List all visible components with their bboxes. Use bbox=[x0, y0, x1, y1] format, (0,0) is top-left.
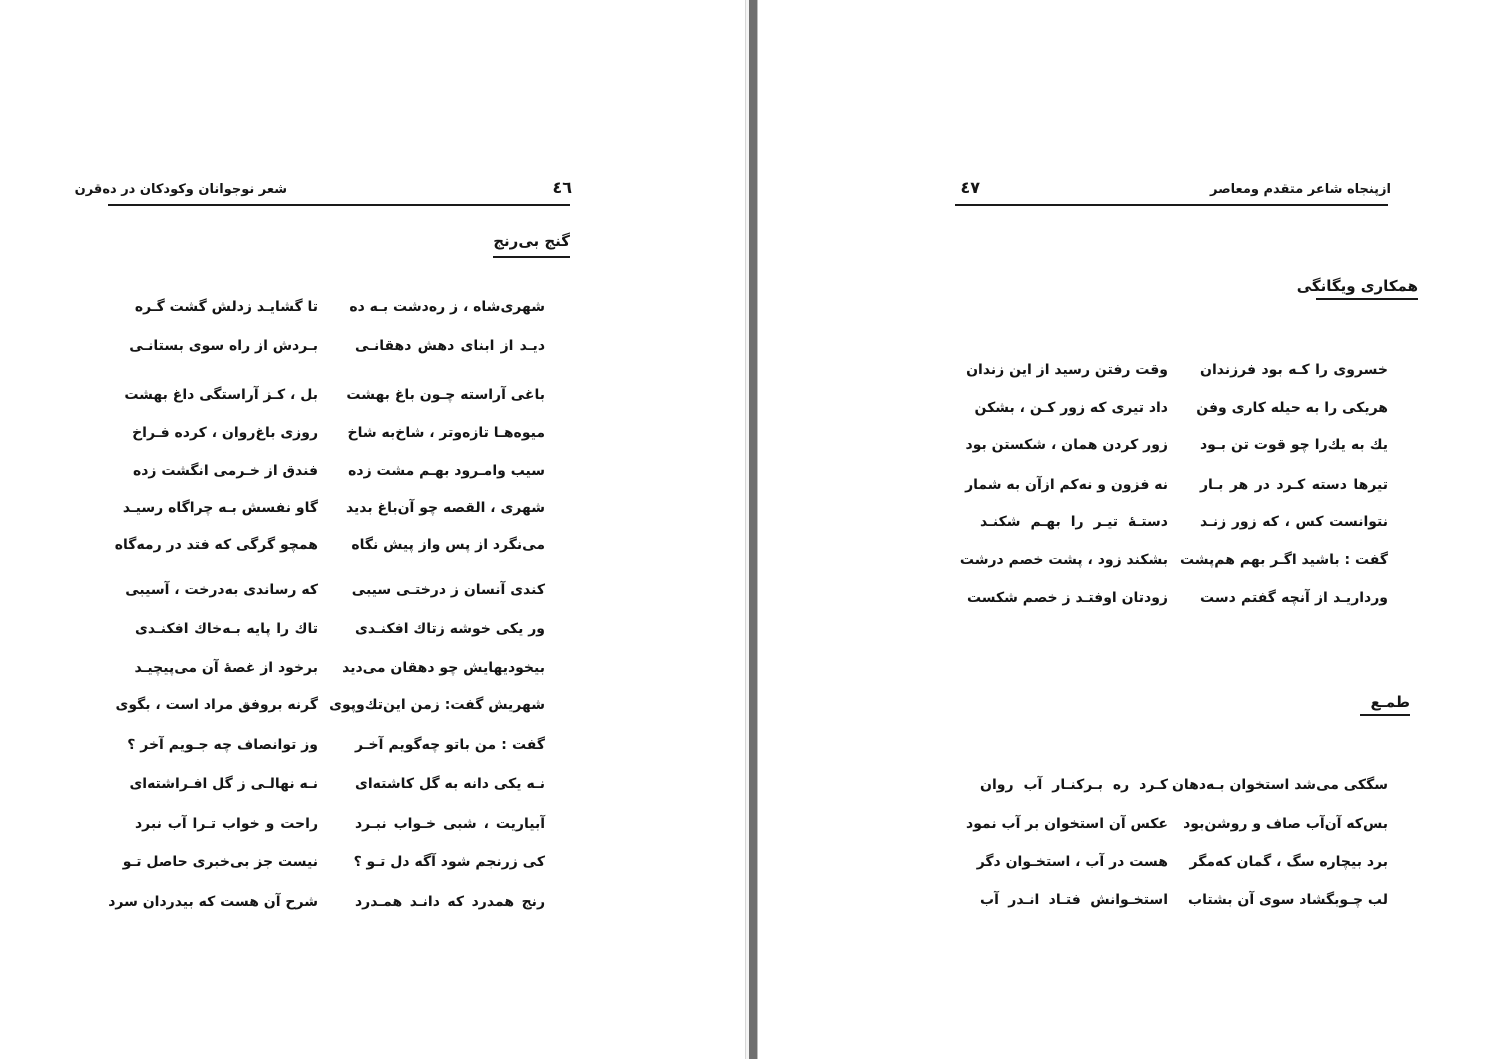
couplet bbox=[0, 773, 746, 795]
couplet bbox=[0, 813, 746, 835]
hemistich-second: برخود از غصهٔ آن می‌پیچیـد bbox=[134, 660, 318, 676]
hemistich-first: نـه یکی دانه به گل کاشته‌ای bbox=[355, 776, 545, 792]
couplet bbox=[0, 460, 746, 482]
hemistich-first: گفت : باشید اگـر بهم هم‌پشت bbox=[1179, 552, 1388, 568]
hemistich-second: کـرد ره بـرکنـار آب روان bbox=[980, 777, 1168, 793]
hemistich-second: زودتان اوفتـد ز خصم شکست bbox=[966, 590, 1168, 606]
hemistich-first: بس‌که آن‌آب صاف و روشن‌بود bbox=[1183, 816, 1388, 832]
hemistich-first: هریکی را به حیله کاری وفن bbox=[1196, 400, 1388, 416]
hemistich-first: شهریش گفت: زمن این‌تك‌وپوی bbox=[329, 697, 545, 713]
hemistich-second: نه فزون و نه‌کم ازآن به شمار bbox=[965, 477, 1168, 493]
hemistich-second: تاك را پایه بـه‌خاك افکنـدی bbox=[135, 621, 318, 637]
hemistich-first: باغی آراسته چـون باغ بهشت bbox=[346, 387, 545, 403]
couplet bbox=[0, 422, 746, 444]
hemistich-second: گرنه بروفق مراد است ، بگوی bbox=[115, 697, 318, 713]
hemistich-second: وقت رفتن رسید از این زندان bbox=[966, 362, 1168, 378]
couplet bbox=[758, 549, 1503, 571]
hemistich-second: شرح آن هست که بیدردان سرد bbox=[108, 894, 318, 910]
couplet bbox=[0, 851, 746, 873]
hemistich-first: یك به یك‌را چو قوت تن بـود bbox=[1200, 437, 1388, 453]
hemistich-second: تا گشایـد زدلش گشت گـره bbox=[134, 299, 318, 315]
hemistich-first: خسروی را کـه بود فرزندان bbox=[1200, 362, 1388, 378]
poem-title: همکاری ویگانگی bbox=[1296, 277, 1418, 295]
couplet bbox=[758, 359, 1503, 381]
running-header: ازپنجاه شاعر متقدم ومعاصر bbox=[1209, 182, 1391, 197]
couplet bbox=[0, 384, 746, 406]
couplet bbox=[0, 534, 746, 556]
hemistich-first: کی زرنجم شود آگه دل تـو ؟ bbox=[353, 854, 545, 870]
hemistich-first: سیب وامـرود بهـم مشت زده bbox=[348, 463, 545, 479]
hemistich-first: برد بیچاره سگ ، گمان که‌مگر bbox=[1189, 854, 1388, 870]
hemistich-first: نتوانست کس ، که زور زنـد bbox=[1200, 514, 1388, 530]
hemistich-second: هست در آب ، استخـوان دگر bbox=[976, 854, 1168, 870]
hemistich-second: همچو گرگی که فتد در رمه‌گاه bbox=[114, 537, 318, 553]
title-underline bbox=[493, 256, 570, 258]
hemistich-first: ورداریـد از آنچه گفتم دست bbox=[1200, 590, 1388, 606]
page-number: ٤٦ bbox=[552, 178, 572, 197]
couplet bbox=[0, 618, 746, 640]
couplet bbox=[0, 579, 746, 601]
header-rule bbox=[108, 204, 570, 206]
hemistich-second: عکس آن استخوان بر آب نمود bbox=[966, 816, 1168, 832]
hemistich-first: شهری ، القصه چو آن‌باغ بدید bbox=[345, 500, 545, 516]
hemistich-first: آبیاریت ، شبی خـواب نبـرد bbox=[355, 816, 545, 832]
hemistich-second: زور کردن همان ، شکستن بود bbox=[965, 437, 1168, 453]
hemistich-second: که رساندی به‌درخت ، آسیبی bbox=[125, 582, 318, 598]
hemistich-first: تیرها دسته کـرد در هر بـار bbox=[1200, 477, 1388, 493]
couplet bbox=[758, 851, 1503, 873]
hemistich-second: راحت و خواب تـرا آب نبرد bbox=[135, 816, 318, 832]
hemistich-first: بیخودیهایش چو دهقان می‌دید bbox=[342, 660, 545, 676]
hemistich-first: دیـد از ابنای دهش دهقانـی bbox=[355, 338, 545, 354]
couplet bbox=[758, 889, 1503, 911]
book-gutter bbox=[745, 0, 759, 1059]
couplet bbox=[0, 891, 746, 913]
couplet bbox=[0, 497, 746, 519]
couplet bbox=[0, 694, 746, 716]
hemistich-first: رنج همدرد که دانـد همـدرد bbox=[355, 894, 545, 910]
hemistich-first: گفت : من باتو چه‌گویم آخـر bbox=[355, 737, 545, 753]
couplet bbox=[0, 657, 746, 679]
couplet bbox=[758, 511, 1503, 533]
hemistich-second: استخـوانش فتـاد انـدر آب bbox=[980, 892, 1168, 908]
hemistich-second: وز توانصاف چه جـویم آخر ؟ bbox=[127, 737, 318, 753]
hemistich-second: نـه نهالـی ز گل افـراشته‌ای bbox=[129, 776, 318, 792]
hemistich-first: می‌نگرد از پس واز پیش نگاه bbox=[351, 537, 545, 553]
couplet bbox=[0, 734, 746, 756]
title-underline bbox=[1360, 714, 1410, 716]
hemistich-second: بـردش از راه سوی بستانـی bbox=[129, 338, 318, 354]
hemistich-first: ور یکی خوشه زتاك افکنـدی bbox=[355, 621, 545, 637]
hemistich-second: داد تیری که زور کـن ، بشکن bbox=[974, 400, 1168, 416]
hemistich-second: نیست جز بی‌خبری حاصل تـو bbox=[122, 854, 318, 870]
couplet bbox=[758, 813, 1503, 835]
couplet bbox=[0, 296, 746, 318]
couplet bbox=[758, 434, 1503, 456]
title-underline bbox=[1316, 298, 1418, 300]
right-page bbox=[758, 0, 1503, 1059]
hemistich-first: میوه‌هـا تازه‌وتر ، شاخ‌به شاخ bbox=[347, 425, 545, 441]
hemistich-first: سگکی می‌شد استخوان بـه‌دهان bbox=[1171, 777, 1388, 793]
hemistich-first: کندی آنسان ز درختـی سیبی bbox=[351, 582, 545, 598]
hemistich-second: بل ، کـز آراستگی داغ بهشت bbox=[124, 387, 318, 403]
hemistich-first: لب چـوبگشاد سوی آن بشتاب bbox=[1188, 892, 1388, 908]
couplet bbox=[758, 474, 1503, 496]
hemistich-second: دستـهٔ تیـر را بهـم شکنـد bbox=[980, 514, 1168, 530]
hemistich-second: بشکند زود ، پشت خصم درشت bbox=[959, 552, 1168, 568]
hemistich-first: شهری‌شاه ، ز ره‌دشت بـه ده bbox=[349, 299, 545, 315]
hemistich-second: روزی باغ‌روان ، کرده فـراخ bbox=[132, 425, 318, 441]
couplet bbox=[758, 774, 1503, 796]
left-page bbox=[0, 0, 746, 1059]
header-rule bbox=[955, 204, 1388, 206]
running-header: شعر نوجوانان وکودکان در ده‌قرن bbox=[74, 182, 287, 197]
poem-title: گنج بی‌رنج bbox=[493, 232, 570, 250]
page-number: ٤٧ bbox=[960, 178, 980, 197]
poem-title: طمـع bbox=[1370, 693, 1410, 711]
couplet bbox=[0, 335, 746, 357]
couplet bbox=[758, 587, 1503, 609]
couplet bbox=[758, 397, 1503, 419]
hemistich-second: فندق از خـرمی انگشت زده bbox=[132, 463, 318, 479]
hemistich-second: گاو نفسش بـه چراگاه رسیـد bbox=[122, 500, 318, 516]
